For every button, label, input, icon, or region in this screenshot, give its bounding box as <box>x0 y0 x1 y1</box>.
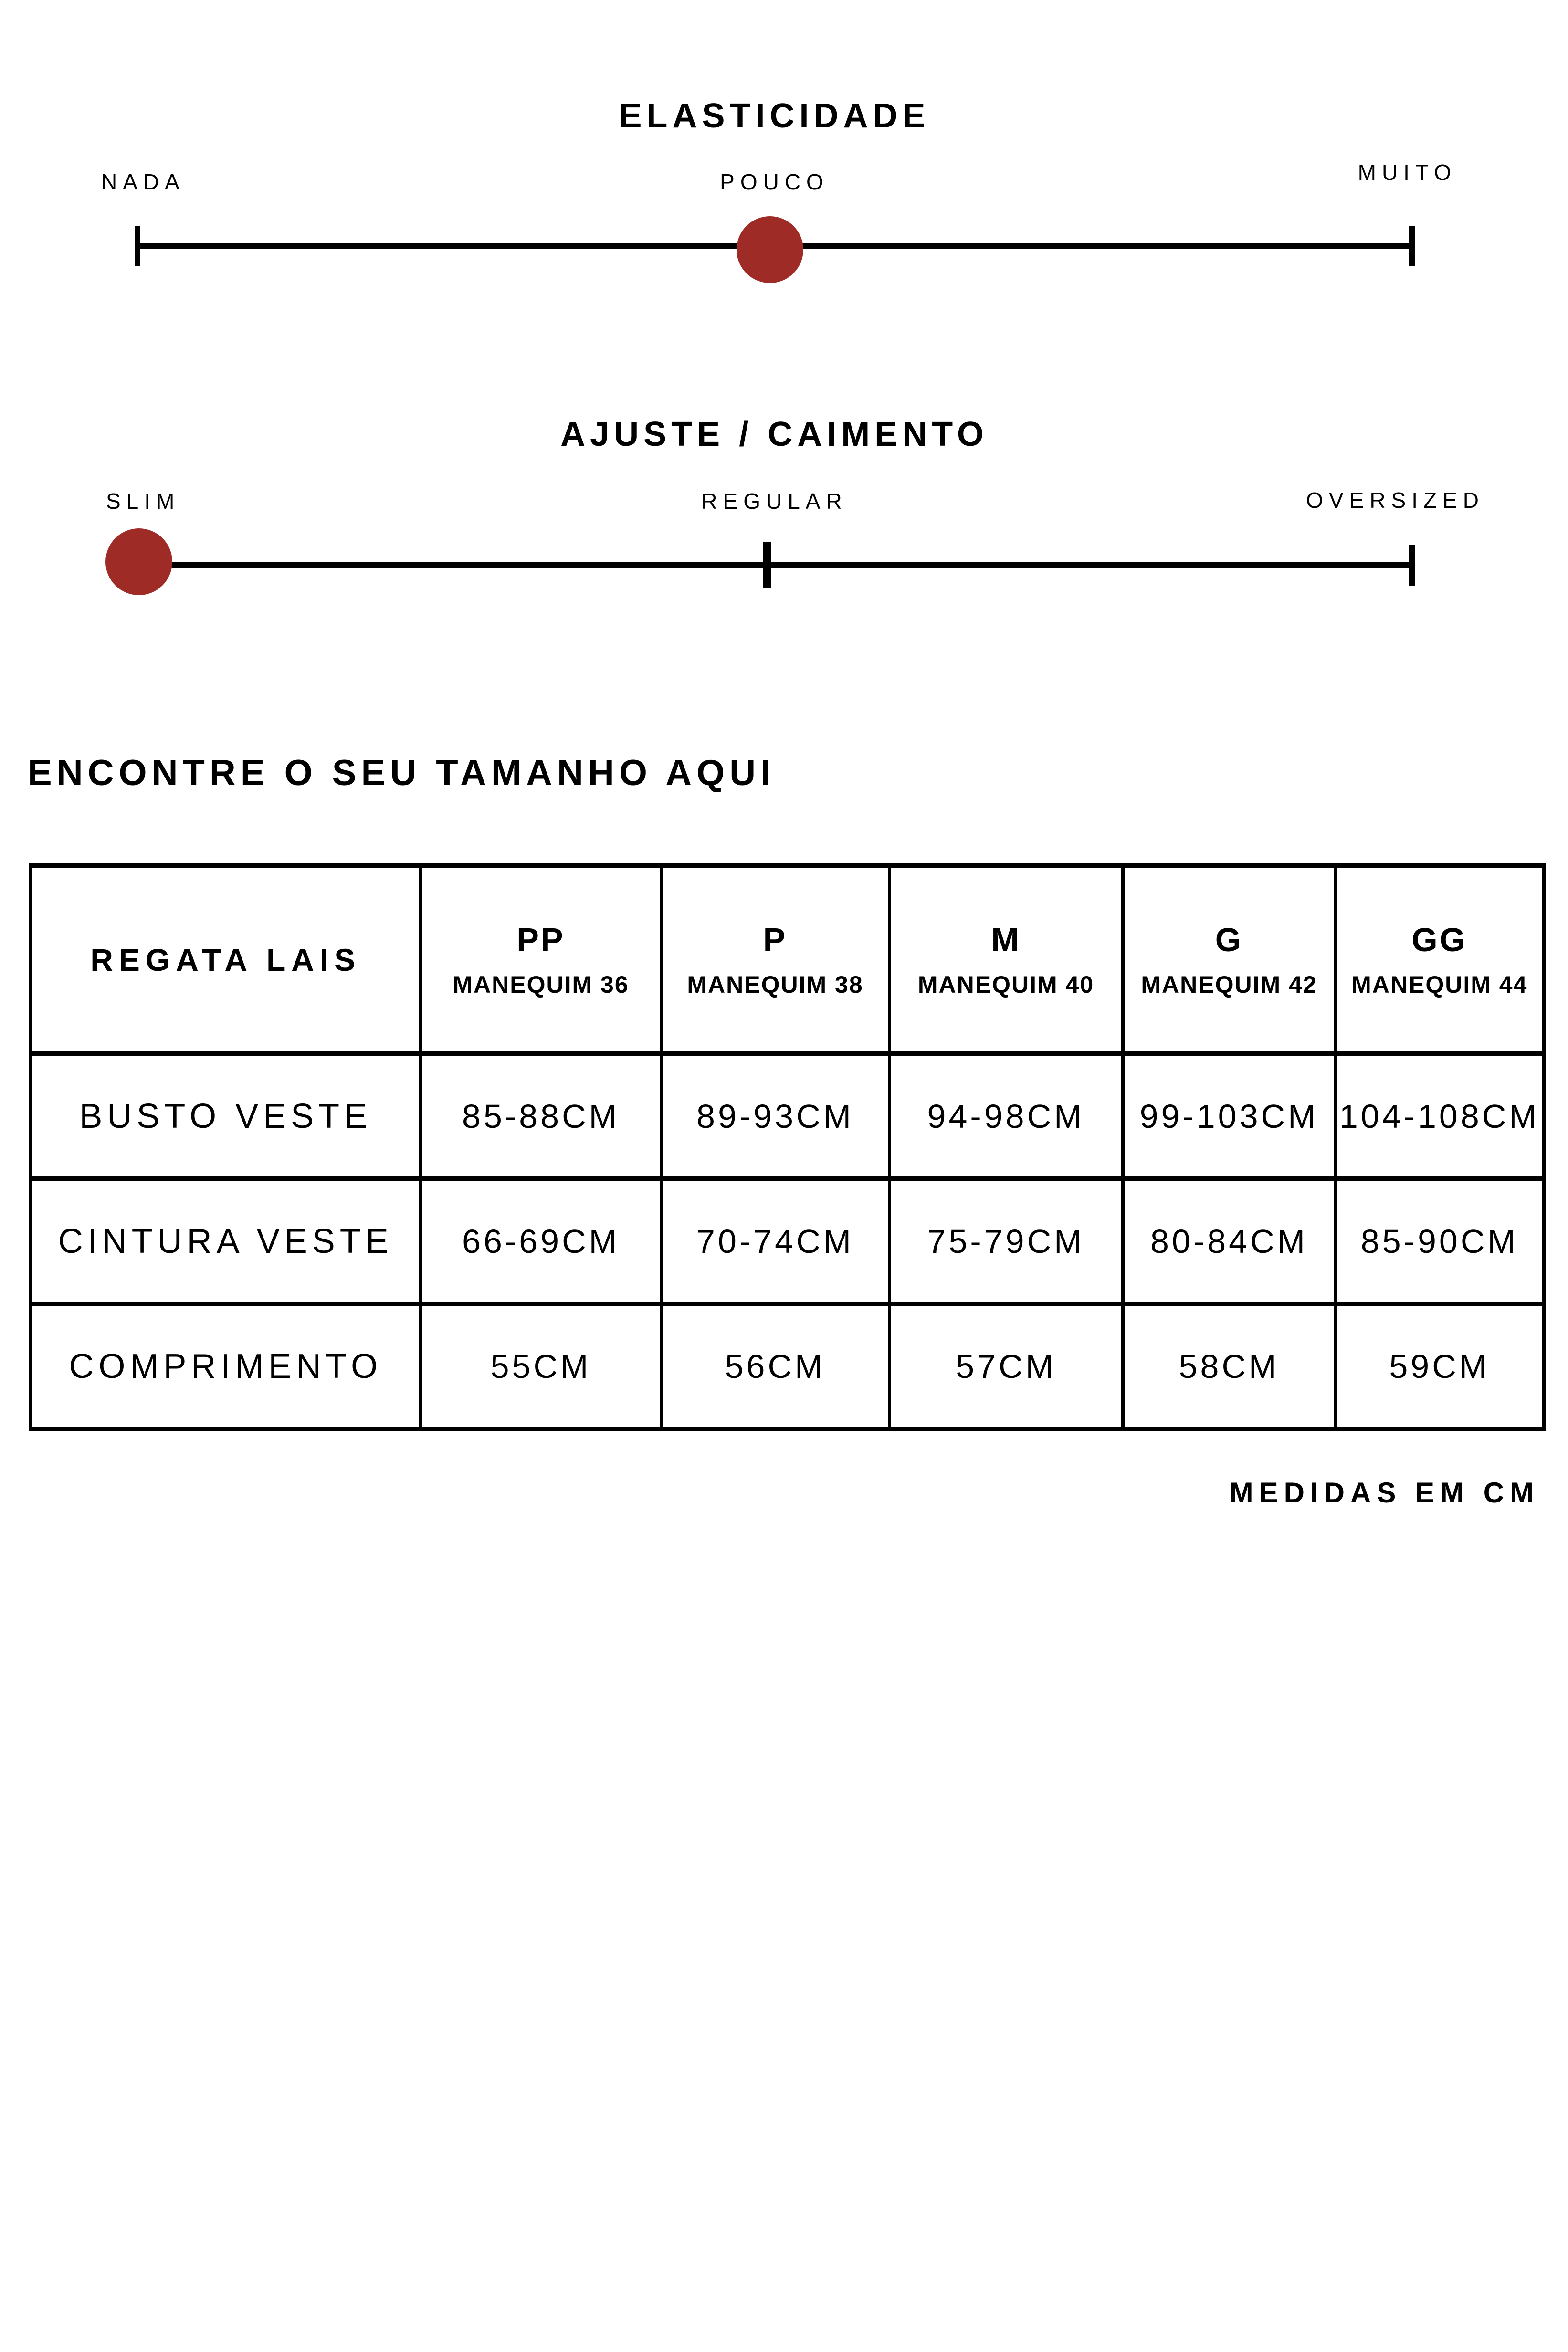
size-column-pp <box>421 865 661 1054</box>
measurement-cell: 85-90CM <box>1336 1179 1544 1304</box>
elasticity-title: ELASTICIDADE <box>619 97 930 135</box>
elasticity-label-muito: MUITO <box>1358 160 1457 185</box>
measurement-cell: 57CM <box>889 1304 1123 1429</box>
fit-label-regular: REGULAR <box>701 489 848 514</box>
bust-row <box>31 1054 1544 1179</box>
measurement-cell: 99-103CM <box>1123 1054 1336 1179</box>
size-column-gg <box>1336 865 1544 1054</box>
waist-row <box>31 1179 1544 1304</box>
measurement-cell: 59CM <box>1336 1304 1544 1429</box>
fit-slider <box>0 334 1568 668</box>
mannequin-label: MANEQUIM 36 <box>453 971 629 998</box>
size-column-m <box>889 865 1123 1054</box>
size-letter: PP <box>516 921 565 958</box>
measurement-cell: 56CM <box>661 1304 889 1429</box>
mannequin-label: MANEQUIM 40 <box>917 971 1094 998</box>
size-letter: G <box>1215 921 1243 958</box>
elasticity-marker-dot <box>737 216 803 283</box>
measurements-unit-note: MEDIDAS EM CM <box>1229 1477 1539 1509</box>
size-table <box>29 863 1546 1431</box>
fit-title: AJUSTE / CAIMENTO <box>560 415 989 453</box>
measurement-cell: 70-74CM <box>661 1179 889 1304</box>
measurement-cell: 58CM <box>1123 1304 1336 1429</box>
size-guide-heading: ENCONTRE O SEU TAMANHO AQUI <box>28 753 776 793</box>
measurement-cell: 55CM <box>421 1304 661 1429</box>
fit-end-tick <box>1409 545 1415 586</box>
row-label-cell <box>31 1179 421 1304</box>
fit-label-oversized: OVERSIZED <box>1306 488 1484 513</box>
fit-center-tick <box>763 542 771 588</box>
fit-slider-track <box>137 562 1412 568</box>
mannequin-label: MANEQUIM 42 <box>1141 971 1317 998</box>
size-column-g <box>1123 865 1336 1054</box>
size-table-header-row <box>31 865 1544 1054</box>
size-letter: GG <box>1411 921 1468 958</box>
row-label: CINTURA VESTE <box>58 1222 393 1260</box>
measurement-cell: 89-93CM <box>661 1054 889 1179</box>
measurement-cell: 94-98CM <box>889 1054 1123 1179</box>
elasticity-end-tick <box>1409 226 1415 266</box>
elasticity-label-nada: NADA <box>101 169 185 194</box>
elasticity-start-tick <box>135 226 140 266</box>
product-name: REGATA LAIS <box>90 942 361 977</box>
measurement-cell: 85-88CM <box>421 1054 661 1179</box>
row-label: BUSTO VESTE <box>79 1097 372 1135</box>
measurement-cell: 104-108CM <box>1336 1054 1544 1179</box>
product-name-cell <box>31 865 421 1054</box>
fit-marker-dot <box>105 528 172 595</box>
row-label-cell <box>31 1054 421 1179</box>
elasticity-slider <box>0 0 1568 334</box>
length-row <box>31 1304 1544 1429</box>
mannequin-label: MANEQUIM 44 <box>1351 971 1528 998</box>
size-letter: M <box>991 921 1021 958</box>
row-label: COMPRIMENTO <box>69 1347 383 1386</box>
measurement-cell: 66-69CM <box>421 1179 661 1304</box>
row-label-cell <box>31 1304 421 1429</box>
mannequin-label: MANEQUIM 38 <box>687 971 863 998</box>
size-letter: P <box>763 921 788 958</box>
measurement-cell: 80-84CM <box>1123 1179 1336 1304</box>
measurement-cell: 75-79CM <box>889 1179 1123 1304</box>
fit-label-slim: SLIM <box>106 489 180 514</box>
elasticity-label-pouco: POUCO <box>720 169 829 194</box>
size-column-p <box>661 865 889 1054</box>
